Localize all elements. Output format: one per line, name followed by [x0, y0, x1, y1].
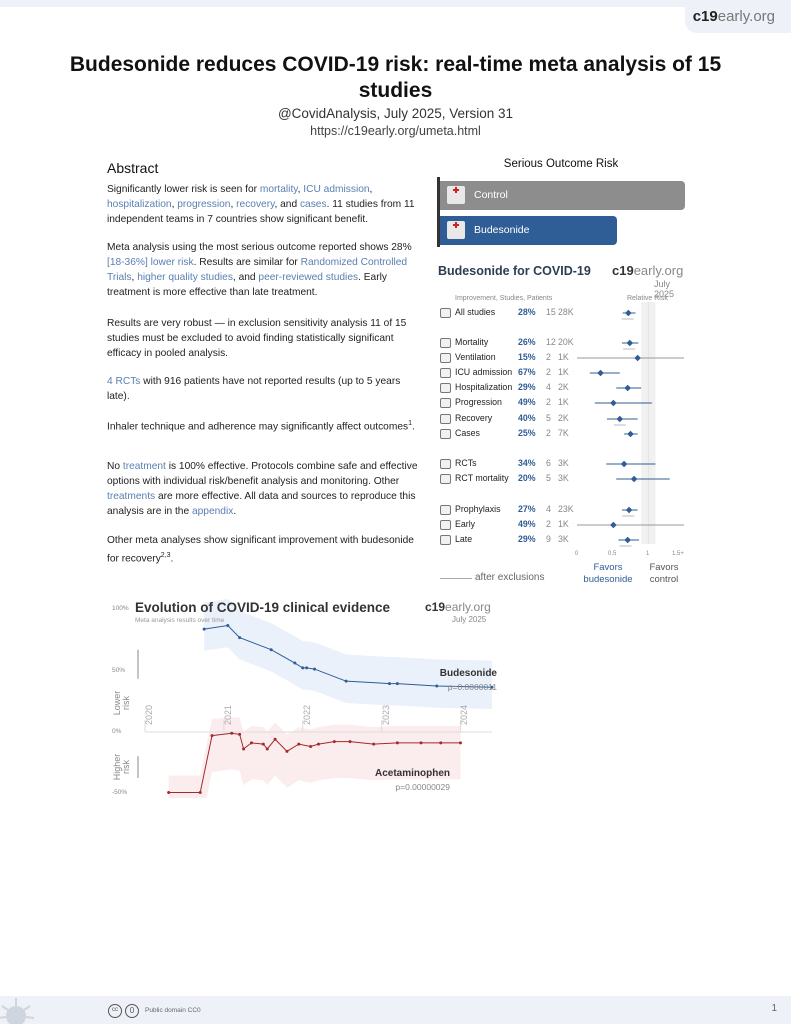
forest-point — [626, 340, 633, 347]
acetaminophen-point — [167, 791, 170, 794]
series-pvalue-budesonide: p=0.0000011 — [447, 682, 497, 692]
zero-icon: 0 — [125, 1004, 139, 1018]
acetaminophen-point — [439, 741, 442, 744]
forest-point — [625, 310, 632, 317]
forest-row-improvement: 29% — [518, 382, 536, 392]
forest-plot — [432, 262, 692, 592]
link-ci[interactable]: [18-36%] lower risk — [107, 257, 194, 268]
forest-row-label: Hospitalization — [455, 382, 513, 392]
forest-row-label: RCTs — [455, 458, 477, 468]
page-number: 1 — [771, 1003, 777, 1014]
forest-row-label: Early — [455, 519, 476, 529]
forest-point — [610, 522, 617, 529]
forest-point — [617, 416, 624, 423]
forest-row-patients: 2K — [558, 382, 569, 392]
acetaminophen-point — [317, 743, 320, 746]
forest-row-studies: 2 — [546, 428, 551, 438]
page-subtitle: @CovidAnalysis, July 2025, Version 31 — [277, 106, 514, 121]
evo-xtick: 2023 — [380, 704, 391, 726]
link-icu[interactable]: ICU admission — [303, 184, 370, 195]
forest-row-label: Ventilation — [455, 352, 496, 362]
hospital-icon — [447, 221, 465, 239]
budesonide-point — [301, 666, 304, 669]
forest-point — [624, 537, 631, 544]
forest-row-improvement: 49% — [518, 397, 536, 407]
link-4-rcts[interactable]: 4 RCTs — [107, 376, 141, 387]
forest-row-patients: 28K — [558, 307, 574, 317]
forest-row-improvement: 28% — [518, 307, 536, 317]
acetaminophen-point — [242, 747, 245, 750]
forest-row-improvement: 15% — [518, 352, 536, 362]
forest-point — [631, 476, 638, 483]
hospital-icon — [447, 186, 465, 204]
acetaminophen-point — [262, 743, 265, 746]
abstract-paragraph-6: No treatment is 100% effective. Protocols combine safe and effective options with individual risk/benefit analysis and monitoring. Other treatments are more effective. All data and sources to reproduce this analysis are in the appendix. — [107, 461, 418, 517]
forest-point — [597, 370, 604, 377]
forest-row-studies: 4 — [546, 382, 551, 392]
acetaminophen-point — [199, 791, 202, 794]
budesonide-point — [226, 624, 229, 627]
acetaminophen-point — [349, 740, 352, 743]
forest-row-patients: 20K — [558, 337, 574, 347]
budesonide-bar-label: Budesonide — [474, 224, 530, 236]
forest-point — [634, 355, 641, 362]
link-hospitalization[interactable]: hospitalization — [107, 199, 172, 210]
forest-point — [621, 461, 628, 468]
citation-2-3[interactable]: 2,3 — [160, 552, 171, 559]
forest-row-improvement: 29% — [518, 534, 536, 544]
forest-row-label: Progression — [455, 397, 502, 407]
forest-brand: c19early.org — [612, 263, 684, 278]
evolution-subtitle: Meta analysis results over time — [135, 617, 225, 624]
forest-row-label: Prophylaxis — [455, 504, 501, 514]
evo-ytick-0: 0% — [112, 728, 122, 735]
forest-point — [610, 400, 617, 407]
link-quality[interactable]: higher quality studies — [137, 272, 233, 283]
forest-row-studies: 12 — [546, 337, 556, 347]
acetaminophen-point — [459, 741, 462, 744]
forest-row-label: ICU admission — [455, 367, 513, 377]
evolution-chart — [107, 598, 497, 798]
abstract-paragraph-7: Other meta analyses show significant improvement with budesonide for recovery$^{2,3}$. — [107, 535, 414, 565]
link-recovery[interactable]: recovery — [236, 199, 275, 210]
license-text[interactable]: Public domain CC0 — [145, 1007, 201, 1014]
evo-ytick-neg50: -50% — [112, 789, 128, 796]
abstract-heading: Abstract — [107, 160, 159, 176]
series-pvalue-acetaminophen: p=0.00000029 — [395, 782, 450, 792]
budesonide-point — [388, 682, 391, 685]
forest-row-improvement: 40% — [518, 413, 536, 423]
forest-row-label: Recovery — [455, 413, 493, 423]
forest-row-patients: 1K — [558, 397, 569, 407]
brand-logo[interactable]: c19early.org — [692, 8, 775, 25]
budesonide-point — [293, 662, 296, 665]
serious-outcome-title: Serious Outcome Risk — [503, 158, 619, 170]
forest-row-improvement: 67% — [518, 367, 536, 377]
citation-1[interactable]: 1 — [408, 420, 412, 427]
acetaminophen-point — [420, 741, 423, 744]
forest-row-improvement: 20% — [518, 473, 536, 483]
abstract-paragraph-3: Results are very robust — in exclusion sensitivity analysis 11 of 15 studies must be excluded to avoid finding statistically significant efficacy in pooled analysis. — [107, 318, 407, 359]
top-bar — [0, 0, 791, 7]
acetaminophen-point — [372, 743, 375, 746]
evo-ylabel-lower: Lower risk — [112, 690, 131, 716]
forest-row-patients: 1K — [558, 367, 569, 377]
forest-date: July 2025 — [654, 279, 675, 299]
forest-point — [624, 385, 631, 392]
evo-xtick: 2020 — [144, 704, 155, 726]
forest-point — [626, 507, 633, 514]
series-label-acetaminophen: Acetaminophen — [374, 768, 450, 779]
budesonide-point — [345, 680, 348, 683]
forest-row-patients: 1K — [558, 352, 569, 362]
forest-title: Budesonide for COVID-19 — [438, 264, 591, 278]
link-peer-reviewed[interactable]: peer-reviewed studies — [258, 272, 359, 283]
forest-row-studies: 5 — [546, 473, 551, 483]
cc-icon[interactable]: cc — [108, 1004, 122, 1018]
forest-row-label: Cases — [455, 428, 480, 438]
acetaminophen-point — [396, 741, 399, 744]
budesonide-point — [305, 666, 308, 669]
forest-row-studies: 6 — [546, 458, 551, 468]
acetaminophen-point — [238, 733, 241, 736]
evo-ytick-50: 50% — [112, 667, 126, 674]
brand-tab[interactable] — [685, 0, 791, 33]
forest-header-right: Relative Risk — [627, 295, 668, 302]
forest-row-improvement: 27% — [518, 504, 536, 514]
forest-row-patients: 3K — [558, 534, 569, 544]
abstract-paragraph-5: Inhaler technique and adherence may significantly affect outcomes$^1$. — [107, 420, 415, 433]
page-url[interactable]: https://c19early.org/umeta.html — [310, 124, 481, 138]
evolution-title: Evolution of COVID-19 clinical evidence — [135, 600, 391, 615]
forest-row-studies: 2 — [546, 519, 551, 529]
forest-row-improvement: 49% — [518, 519, 536, 529]
series-label-budesonide: Budesonide — [439, 668, 497, 679]
acetaminophen-point — [266, 747, 269, 750]
forest-xtick-3: 1.5+ — [672, 551, 684, 557]
acetaminophen-point — [297, 743, 300, 746]
budesonide-confidence-band — [204, 599, 492, 709]
acetaminophen-point — [333, 740, 336, 743]
forest-row-studies: 4 — [546, 504, 551, 514]
evo-ylabel-higher: Higher risk — [112, 753, 131, 781]
evolution-date: July 2025 — [452, 615, 487, 624]
forest-row-studies: 15 — [546, 307, 556, 317]
exclusions-legend-label: after exclusions — [475, 572, 545, 583]
forest-row-improvement: 25% — [518, 428, 536, 438]
forest-row-patients: 2K — [558, 413, 569, 423]
acetaminophen-point — [211, 734, 214, 737]
favors-budesonide: Favors budesonide — [583, 562, 633, 585]
favors-control: Favors control — [649, 562, 679, 585]
evo-xtick: 2022 — [301, 704, 312, 726]
forest-row-patients: 7K — [558, 428, 569, 438]
forest-row-label: RCT mortality — [455, 473, 509, 483]
forest-row-label: Mortality — [455, 337, 489, 347]
forest-header-left: Improvement, Studies, Patients — [455, 295, 553, 302]
forest-row-patients: 1K — [558, 519, 569, 529]
forest-row-improvement: 34% — [518, 458, 536, 468]
forest-row-improvement: 26% — [518, 337, 536, 347]
abstract-paragraph-4: 4 RCTs with 916 patients have not reported results (up to 5 years late). — [107, 376, 401, 402]
forest-xtick-0: 0 — [575, 551, 579, 557]
forest-point — [627, 431, 634, 438]
forest-row-label: All studies — [455, 307, 496, 317]
forest-row-label: Late — [455, 534, 473, 544]
link-treatment[interactable]: treatment — [122, 461, 166, 472]
evo-xtick: 2024 — [459, 704, 470, 726]
link-mortality[interactable]: mortality — [259, 184, 298, 195]
budesonide-point — [313, 668, 316, 671]
forest-row-studies: 2 — [546, 397, 551, 407]
abstract-paragraph-1: Significantly lower risk is seen for mortality, ICU admission, hospitalization, progression, recovery, and cases. 11 studies from 11 independent teams in 7 countries show significant benefit. — [107, 184, 415, 225]
forest-row-studies: 9 — [546, 534, 551, 544]
abstract-paragraph-2: Meta analysis using the most serious outcome reported shows 28% [18-36%] lower risk. Results are similar for Randomized Controlled Trials, higher quality studies, and peer-reviewed studies. Early treatment is more effective than late treatment. — [107, 242, 412, 298]
forest-xtick-2: 1 — [646, 551, 650, 557]
link-rcts[interactable]: Randomized Controlled Trials — [107, 257, 408, 283]
link-progression[interactable]: progression — [177, 199, 231, 210]
control-bar — [440, 181, 685, 210]
link-treatments[interactable]: treatments — [107, 491, 156, 502]
forest-row-studies: 5 — [546, 413, 551, 423]
budesonide-bar — [440, 216, 617, 245]
budesonide-point — [203, 628, 206, 631]
virus-icon — [0, 992, 44, 1024]
forest-xtick-1: 0.5 — [608, 551, 617, 557]
evolution-brand: c19early.org — [425, 600, 491, 614]
forest-row-patients: 3K — [558, 458, 569, 468]
acetaminophen-point — [309, 745, 312, 748]
exclusions-legend-line — [440, 578, 472, 579]
acetaminophen-point — [285, 750, 288, 753]
link-cases[interactable]: cases — [299, 199, 327, 210]
forest-row-patients: 3K — [558, 473, 569, 483]
forest-row-studies: 2 — [546, 352, 551, 362]
evo-xtick: 2021 — [222, 704, 233, 726]
forest-row-studies: 2 — [546, 367, 551, 377]
control-bar-label: Control — [474, 189, 508, 201]
acetaminophen-point — [274, 738, 277, 741]
evo-ytick-100: 100% — [112, 605, 129, 612]
link-appendix[interactable]: appendix — [191, 506, 234, 517]
page-title: Budesonide reduces COVID-19 risk: real-time meta analysis of 15 studies — [69, 53, 722, 102]
budesonide-point — [396, 682, 399, 685]
forest-plot-svg — [432, 262, 692, 592]
forest-row-patients: 23K — [558, 504, 574, 514]
acetaminophen-point — [250, 741, 253, 744]
acetaminophen-point — [230, 732, 233, 735]
budesonide-point — [435, 685, 438, 688]
budesonide-point — [238, 636, 241, 639]
budesonide-point — [270, 648, 273, 651]
